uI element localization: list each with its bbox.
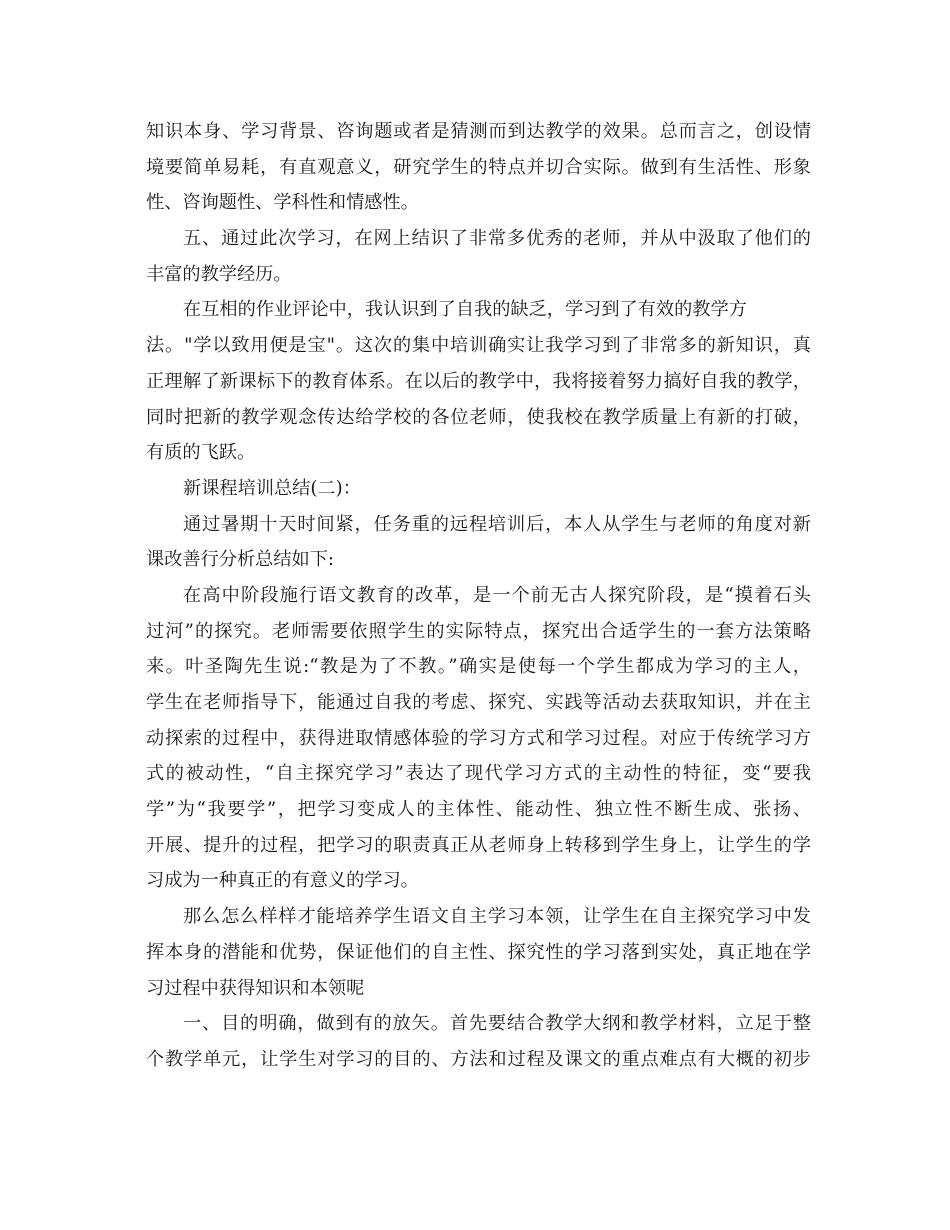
text-line: 正理解了新课标下的教育体系。在以后的教学中，我将接着努力搞好自我的教学， (146, 370, 811, 392)
text-line: 丰富的教学经历。 (146, 263, 292, 285)
text-line: 开展、提升的过程，把学习的职责真正从老师身上转移到学生身上，让学生的学 (146, 834, 811, 856)
text-line: 那么怎么样样才能培养学生语文自主学习本领，让学生在自主探究学习中发 (183, 906, 811, 928)
text-line: 在高中阶段施行语文教育的改革，是一个前无古人探究阶段，是“摸着石头 (183, 584, 811, 606)
text-line: 一、目的明确，做到有的放矢。首先要结合教学大纲和教学材料，立足于整 (183, 1013, 811, 1035)
text-line: 有质的飞跃。 (146, 442, 256, 464)
text-line: 动探索的过程中，获得进取情感体验的学习方式和学习过程。对应于传统学习方 (146, 727, 811, 749)
text-line: 在互相的作业评论中，我认识到了自我的缺乏，学习到了有效的教学方 (183, 299, 747, 321)
text-line: 习成为一种真正的有意义的学习。 (146, 870, 419, 892)
text-line: 过河”的探究。老师需要依照学生的实际特点，探究出合适学生的一套方法策略 (146, 620, 811, 642)
document-body (146, 114, 811, 1078)
text-line: 性、咨询题性、学科性和情感性。 (146, 192, 419, 214)
text-line: 知识本身、学习背景、咨询题或者是猜测而到达教学的效果。总而言之，创设情 (146, 121, 811, 142)
text-line: 式的被动性，“自主探究学习”表达了现代学习方式的主动性的特征，变“要我 (146, 763, 811, 785)
text-line: 个教学单元，让学生对学习的目的、方法和过程及课文的重点难点有大概的初步 (146, 1048, 811, 1070)
text-line: 五、通过此次学习，在网上结识了非常多优秀的老师，并从中汲取了他们的 (183, 228, 811, 250)
text-line: 同时把新的教学观念传达给学校的各位老师，使我校在教学质量上有新的打破， (146, 406, 811, 428)
text-line: 通过暑期十天时间紧，任务重的远程培训后，本人从学生与老师的角度对新 (183, 513, 811, 535)
text-line: 课改善行分析总结如下: (146, 549, 335, 571)
text-line: 挥本身的潜能和优势，保证他们的自主性、探究性的学习落到实处，真正地在学 (146, 941, 811, 963)
text-line: 学生在老师指导下，能通过自我的考虑、探究、实践等活动去获取知识，并在主 (146, 692, 811, 713)
text-line: 新课程培训总结(二)： (183, 477, 361, 499)
text-line: 境要简单易耗，有直观意义，研究学生的特点并切合实际。做到有生活性、形象 (146, 156, 811, 178)
text-line: 学”为“我要学”，把学习变成人的主体性、能动性、独立性不断生成、张扬、 (146, 799, 811, 821)
text-line: 来。叶圣陶先生说:“教是为了不教。”确实是使每一个学生都成为学习的主人， (146, 656, 811, 678)
text-line: 习过程中获得知识和本领呢 (146, 977, 365, 999)
text-line: 法。"学以致用便是宝"。这次的集中培训确实让我学习到了非常多的新知识，真 (146, 335, 811, 357)
